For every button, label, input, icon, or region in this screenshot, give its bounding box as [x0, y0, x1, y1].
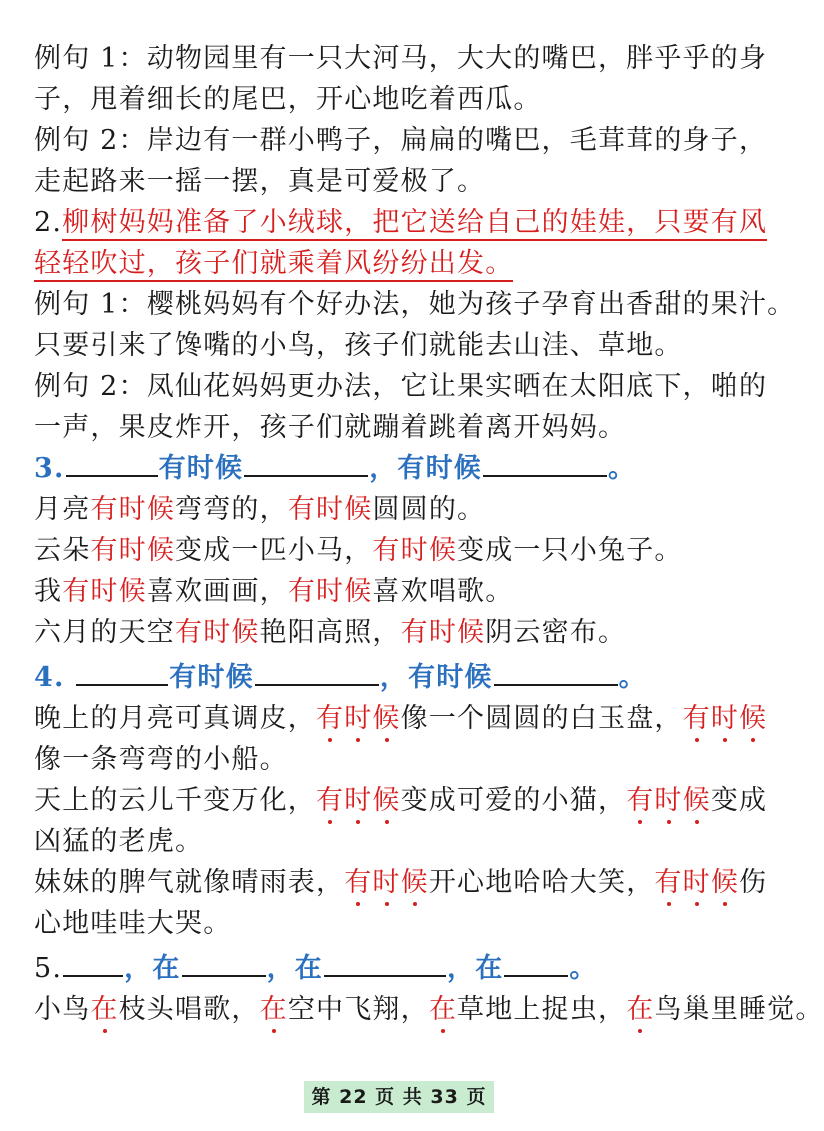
period: 。 [569, 953, 598, 984]
keyword-dotted: 有时候 [316, 703, 401, 734]
comma: ， [369, 453, 398, 484]
section-2-heading-cont [34, 243, 774, 284]
text-line: 一声，果皮炸开，孩子们就蹦着跳着离开妈妈。 [34, 412, 627, 443]
sentence-part: 弯弯的， [175, 494, 288, 525]
comma: ， [379, 662, 409, 693]
keyword-dotted: 有时候 [626, 785, 711, 816]
sentence-part: 月亮 [34, 494, 91, 525]
period: 。 [608, 453, 637, 484]
keyword-dotted: 有时候 [654, 867, 739, 898]
keyword: 在 [152, 953, 181, 984]
keyword: 有时候 [400, 617, 486, 648]
section-5-heading [34, 948, 774, 989]
keyword: 有时候 [372, 535, 458, 566]
comma: ， [446, 953, 476, 984]
keyword-dotted: 有时候 [683, 703, 768, 734]
sentence-part: 像一个圆圆的白玉盘， [400, 703, 683, 734]
keyword-dotted: 有时候 [316, 785, 401, 816]
keyword-dotted: 在 [429, 989, 457, 1030]
sentence-part: 阴云密布。 [485, 617, 627, 648]
example-sentence [34, 612, 774, 653]
sentence-part: 草地上捉虫， [457, 994, 627, 1025]
sentence-part: 云朵 [34, 535, 91, 566]
example-sentence [34, 489, 774, 530]
sentence-part: 变成一匹小马， [175, 535, 373, 566]
sentence-part: 开心地哈哈大笑， [428, 867, 655, 898]
fill-blank [76, 662, 168, 686]
fill-blank [504, 953, 568, 977]
keyword: 有时候 [408, 662, 493, 693]
keyword: 有时候 [287, 494, 373, 525]
section-number: 4. [34, 662, 65, 693]
fill-blank [324, 953, 446, 977]
section-2-text: 轻轻吹过，孩子们就乘着风纷纷出发。 [34, 248, 513, 282]
section-3-heading [34, 448, 774, 489]
keyword: 有时候 [397, 453, 483, 484]
fill-blank [244, 453, 368, 477]
keyword-dotted: 在 [90, 989, 118, 1030]
content-area [34, 38, 824, 1030]
sentence-part: 变成一只小兔子。 [457, 535, 683, 566]
fill-blank [63, 953, 123, 977]
text-line: 走起路来一摇一摆，真是可爱极了。 [34, 166, 486, 197]
text-line: 像一条弯弯的小船。 [34, 744, 288, 775]
fill-blank [255, 662, 379, 686]
sentence-part: 我 [34, 576, 63, 607]
sentence-part: 艳阳高照， [259, 617, 401, 648]
keyword: 有时候 [90, 494, 176, 525]
sentence-part: 变成可爱的小猫， [400, 785, 627, 816]
text-line: 凶猛的老虎。 [34, 826, 204, 857]
section-4-heading [34, 657, 774, 698]
fill-blank [66, 453, 158, 477]
example-sentence [34, 780, 774, 821]
fill-blank [483, 453, 607, 477]
text-line: 例句 1：动物园里有一只大河马，大大的嘴巴，胖乎乎的身 [34, 43, 768, 74]
keyword-dotted: 有时候 [344, 867, 429, 898]
sentence-part: 天上的云儿千变万化， [34, 785, 316, 816]
sentence-part: 伤 [739, 867, 768, 898]
comma: ， [124, 953, 153, 984]
section-number: 5. [34, 953, 63, 984]
keyword: 在 [294, 953, 323, 984]
page-footer: 第 22 页 共 33 页 [304, 1081, 494, 1113]
example-sentence [34, 571, 774, 612]
keyword-dotted: 在 [626, 989, 654, 1030]
comma: ， [266, 953, 295, 984]
fill-blank [182, 953, 266, 977]
sentence-part: 六月的天空 [34, 617, 175, 648]
sentence-part: 圆圆的。 [372, 494, 486, 525]
keyword-dotted: 在 [260, 989, 288, 1030]
sentence-part: 变成 [710, 785, 768, 816]
sentence-part: 枝头唱歌， [118, 994, 260, 1025]
section-2-heading [34, 202, 774, 243]
section-number: 3. [34, 453, 65, 484]
keyword: 有时候 [90, 535, 176, 566]
text-line: 子，甩着细长的尾巴，开心地吃着西瓜。 [34, 84, 542, 115]
keyword: 有时候 [62, 576, 147, 607]
text-line: 只要引来了馋嘴的小鸟，孩子们就能去山洼、草地。 [34, 330, 683, 361]
example-sentence [34, 530, 774, 571]
sentence-part: 小鸟 [34, 994, 91, 1025]
keyword: 有时候 [175, 617, 260, 648]
sentence-part: 鸟巢里睡觉。 [654, 994, 824, 1025]
section-number: 2. [34, 207, 63, 238]
keyword: 在 [475, 953, 504, 984]
fill-blank [494, 662, 618, 686]
keyword: 有时候 [287, 576, 373, 607]
text-line: 心地哇哇大哭。 [34, 908, 232, 939]
sentence-part: 妹妹的脾气就像晴雨表， [34, 867, 345, 898]
sentence-part: 空中飞翔， [287, 994, 429, 1025]
sentence-part: 晚上的月亮可真调皮， [34, 703, 316, 734]
period: 。 [618, 662, 647, 693]
example-sentence [34, 698, 774, 739]
sentence-part: 喜欢唱歌。 [372, 576, 514, 607]
text-line: 例句 1：樱桃妈妈有个好办法，她为孩子孕育出香甜的果汁。 [34, 289, 796, 320]
example-sentence [34, 862, 774, 903]
section-2-text: 柳树妈妈准备了小绒球，把它送给自己的娃娃，只要有风 [62, 207, 767, 241]
sentence-part: 喜欢画画， [146, 576, 288, 607]
keyword: 有时候 [158, 453, 244, 484]
text-line: 例句 2：凤仙花妈妈更办法，它让果实晒在太阳底下，啪的 [34, 371, 768, 402]
keyword: 有时候 [169, 662, 254, 693]
text-line: 例句 2：岸边有一群小鸭子，扁扁的嘴巴，毛茸茸的身子， [34, 125, 768, 156]
example-sentence [34, 989, 824, 1030]
